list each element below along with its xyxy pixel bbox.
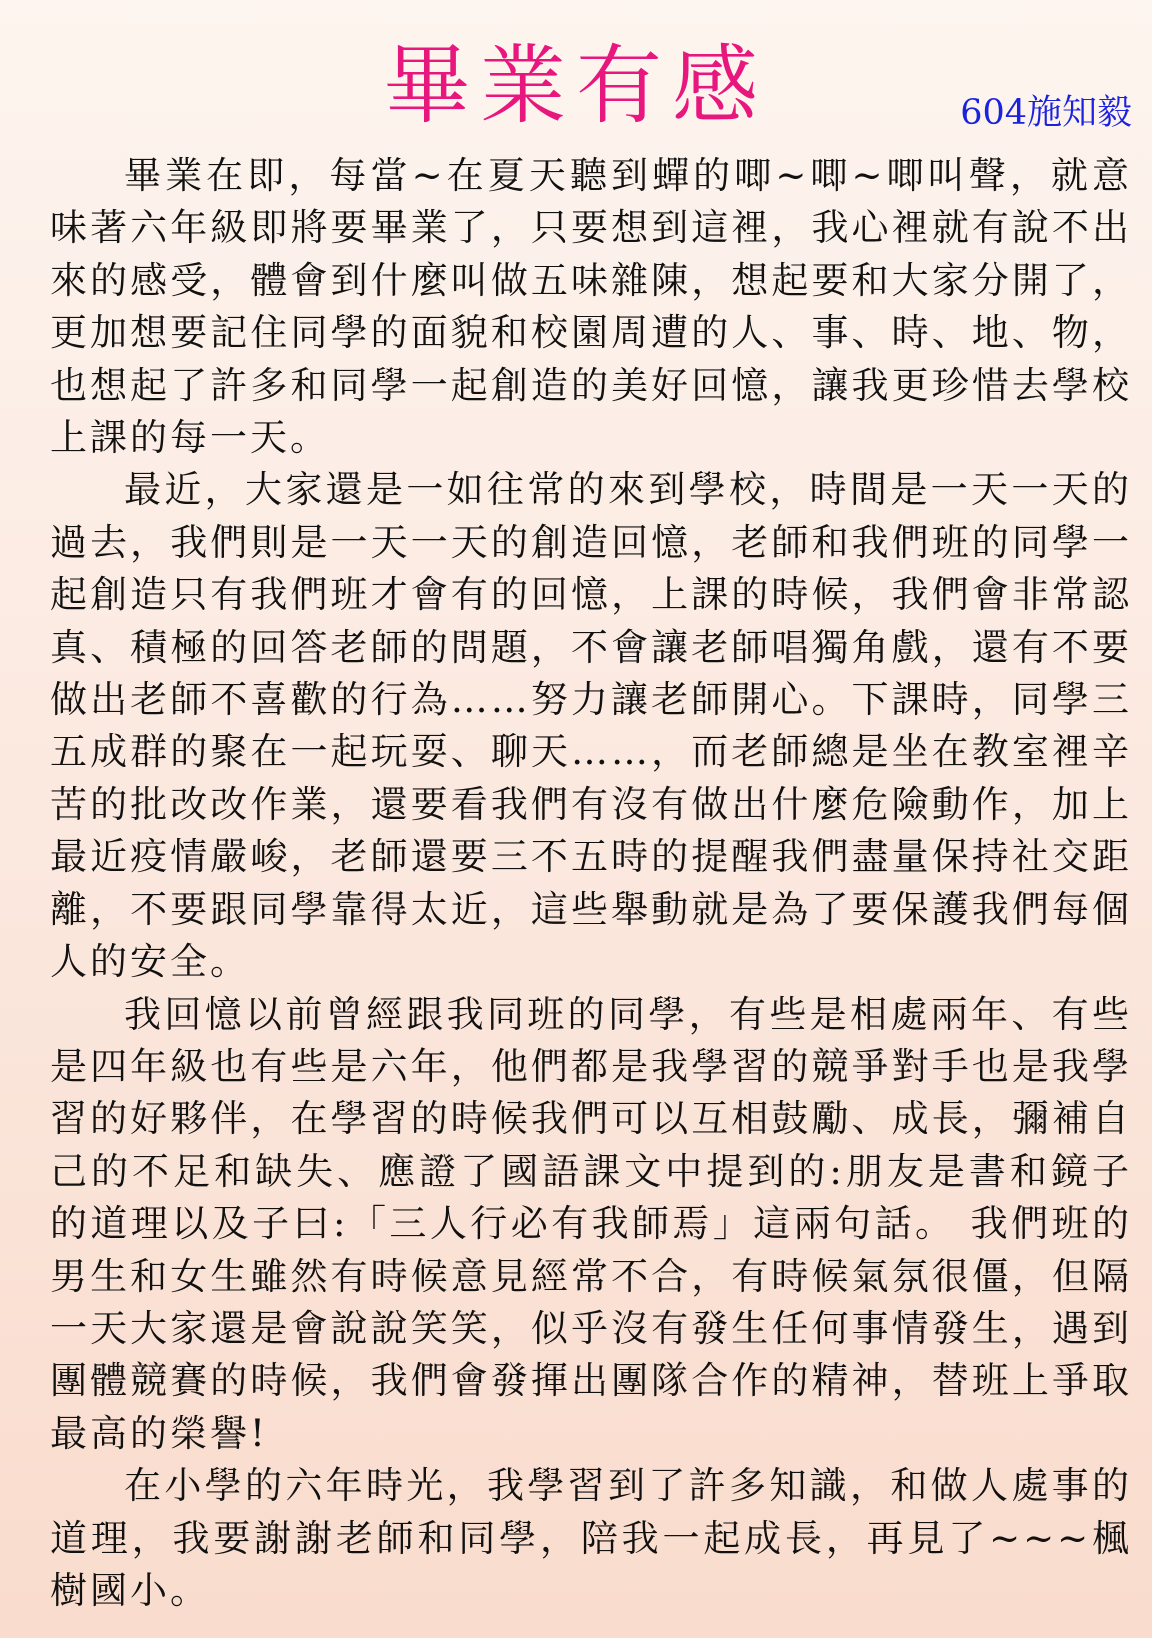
essay-body (50, 150, 1132, 1617)
author-label: 604施知毅 (960, 93, 1132, 133)
essay-title: 畢業有感 (384, 36, 768, 136)
paragraph-1: 畢業在即，每當~在夏天聽到蟬的唧~唧~唧叫聲，就意味著六年級即將要畢業了，只要想到這裡，我心裡就有說不出來的感受，體會到什麼叫做五味雜陳，想起要和大家分開了，更加想要記住同學的面貌和校園周遭的人、事、時、地、物，也想起了許多和同學一起創造的美好回憶，讓我更珍惜去學校上課的每一天。 (50, 154, 1132, 460)
paragraph-3: 我回憶以前曾經跟我同班的同學，有些是相處兩年、有些是四年級也有些是六年，他們都是我學習的競爭對手也是我學習的好夥伴，在學習的時候我們可以互相鼓勵、成長，彌補自己的不足和缺失、應證了國語課文中提到的:朋友是書和鏡子的道理以及子曰:「三人行必有我師焉」這兩句話。 我們班的男生和女生雖然有時候意見經常不合，有時候氣氛很僵，但隔一天大家還是會說說笑笑，似乎沒有發生任何事情發生，遇到團體競賽的時候，我們會發揮出團隊合作的精神，替班上爭取最高的榮譽! (50, 992, 1132, 1455)
paragraph-4: 在小學的六年時光，我學習到了許多知識，和做人處事的道理，我要謝謝老師和同學，陪我一起成長，再見了~~~楓樹國小。 (50, 1464, 1132, 1612)
paragraph-2: 最近，大家還是一如往常的來到學校，時間是一天一天的過去，我們則是一天一天的創造回憶，老師和我們班的同學一起創造只有我們班才會有的回憶，上課的時候，我們會非常認真、積極的回答老師的問題，不會讓老師唱獨角戲，還有不要做出老師不喜歡的行為……努力讓老師開心。下課時，同學三五成群的聚在一起玩耍、聊天……，而老師總是坐在教室裡辛苦的批改改作業，還要看我們有沒有做出什麼危險動作，加上最近疫情嚴峻，老師還要三不五時的提醒我們盡量保持社交距離，不要跟同學靠得太近，這些舉動就是為了要保護我們每個人的安全。 (50, 468, 1132, 984)
